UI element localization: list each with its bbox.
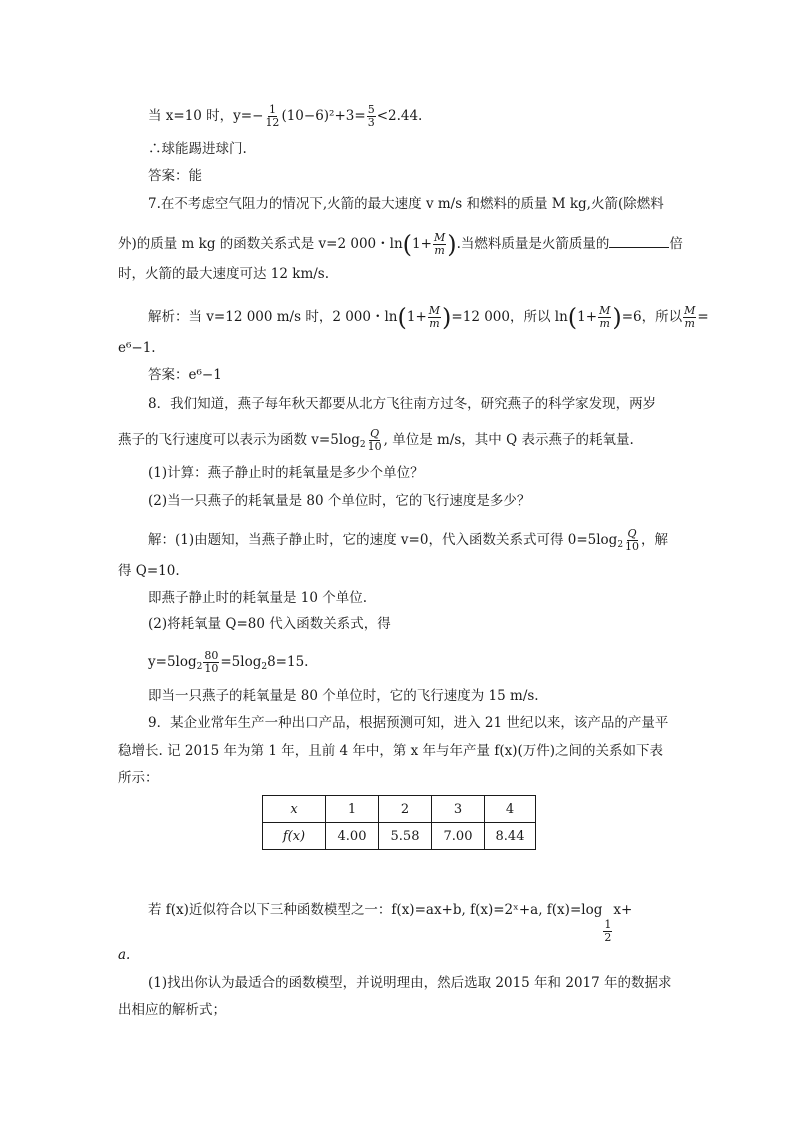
table-header-cell: x <box>263 796 326 823</box>
fraction: $\frac{1}{12}$ <box>265 103 280 129</box>
table-cell: 8.44 <box>485 823 536 850</box>
answer-6: 答案：能 <box>148 168 202 184</box>
solution-7-line-1: 解析：当 v=12 000 m/s 时，2 000・ln(1+ $\frac{M}{m}$ )=12 000，所以 ln(1+ $\frac{M}{m}$ )=6，所以 $\frac{M}{m}$ = <box>148 303 709 332</box>
question-9-line-5: a. <box>118 947 131 963</box>
question-9-line-2: 稳增长. 记 2015 年为第 1 年，且前 4 年中，第 x 年与年产量 f(x)(万件)之间的关系如下表 <box>118 743 664 759</box>
question-9-part-1-line-2: 出相应的解析式； <box>118 1002 226 1018</box>
solution-8-line-6: 即当一只燕子的耗氧量是 80 个单位时，它的飞行速度为 15 m/s. <box>148 688 539 704</box>
table-cell: 3 <box>432 796 485 823</box>
table-cell: 4 <box>485 796 536 823</box>
table-cell: 1 <box>326 796 379 823</box>
solution-7-line-2: e⁶−1. <box>118 340 156 356</box>
question-9-line-4: 若 f(x)近似符合以下三种函数模型之一：f(x)=ax+b, f(x)=2ˣ+a, f(x)=log $\frac{1}{2}$ x+ <box>148 902 633 944</box>
solution-8-line-5: $y=5\log_2$ $\frac{80}{10}$ $=5\log_28=15$. <box>148 649 309 675</box>
question-9-part-1-line-1: (1)找出你认为最适合的函数模型，并说明理由，然后选取 2015 年和 2017 年的数据求 <box>148 975 672 991</box>
solution-8-line-2: 得 Q=10. <box>118 563 180 579</box>
question-8-part-2: (2)当一只燕子的耗氧量是 80 个单位时，它的飞行速度是多少？ <box>148 493 531 509</box>
table-cell: 5.58 <box>379 823 432 850</box>
question-9-line-1: 9．某企业常年生产一种出口产品，根据预测可知，进入 21 世纪以来，该产品的产量平 <box>148 715 669 731</box>
question-9-line-3: 所示： <box>118 770 159 786</box>
fraction: $\frac{5}{3}$ <box>367 103 375 129</box>
solution-8-line-4: (2)将耗氧量 Q=80 代入函数关系式，得 <box>148 616 391 632</box>
question-7-line-3: 时，火箭的最大速度可达 12 km/s. <box>118 266 330 282</box>
question-8-part-1: (1)计算：燕子静止时的耗氧量是多少个单位？ <box>148 465 424 481</box>
data-table <box>262 795 536 850</box>
question-8-line-1: 8．我们知道，燕子每年秋天都要从北方飞往南方过冬，研究燕子的科学家发现，两岁 <box>148 396 657 412</box>
line-1: 当 x=10 时，y=− $\frac{1}{12}$ (10−6)²+3= $\frac{5}{3}$ <2.44. <box>148 103 423 129</box>
answer-blank <box>609 233 669 248</box>
table-row <box>263 823 536 850</box>
table-header-cell: f(x) <box>263 823 326 850</box>
table-row <box>263 796 536 823</box>
answer-7: 答案：e⁶−1 <box>148 367 222 383</box>
solution-8-line-3: 即燕子静止时的耗氧量是 10 个单位. <box>148 590 368 606</box>
question-7-line-2: 外)的质量 m kg 的函数关系式是 v=2 000・ln(1+ $\frac{M}{m}$ ).当燃料质量是火箭质量的 倍 <box>118 230 683 259</box>
table-cell: 7.00 <box>432 823 485 850</box>
question-8-line-2: 燕子的飞行速度可以表示为函数 $v=5\log_2$ $\frac{Q}{10}$ , 单位是 m/s，其中 Q 表示燕子的耗氧量. <box>118 427 634 453</box>
solution-8-line-1: 解：(1)由题知，当燕子静止时，它的速度 v=0，代入函数关系式可得 $0=5\log_2$ $\frac{Q}{10}$ ，解 <box>148 527 669 553</box>
table-cell: 4.00 <box>326 823 379 850</box>
table-cell: 2 <box>379 796 432 823</box>
line-2: ∴球能踢进球门. <box>148 141 247 157</box>
question-7-line-1: 7.在不考虑空气阻力的情况下,火箭的最大速度 v m/s 和燃料的质量 M kg,火箭(除燃料 <box>148 196 664 212</box>
